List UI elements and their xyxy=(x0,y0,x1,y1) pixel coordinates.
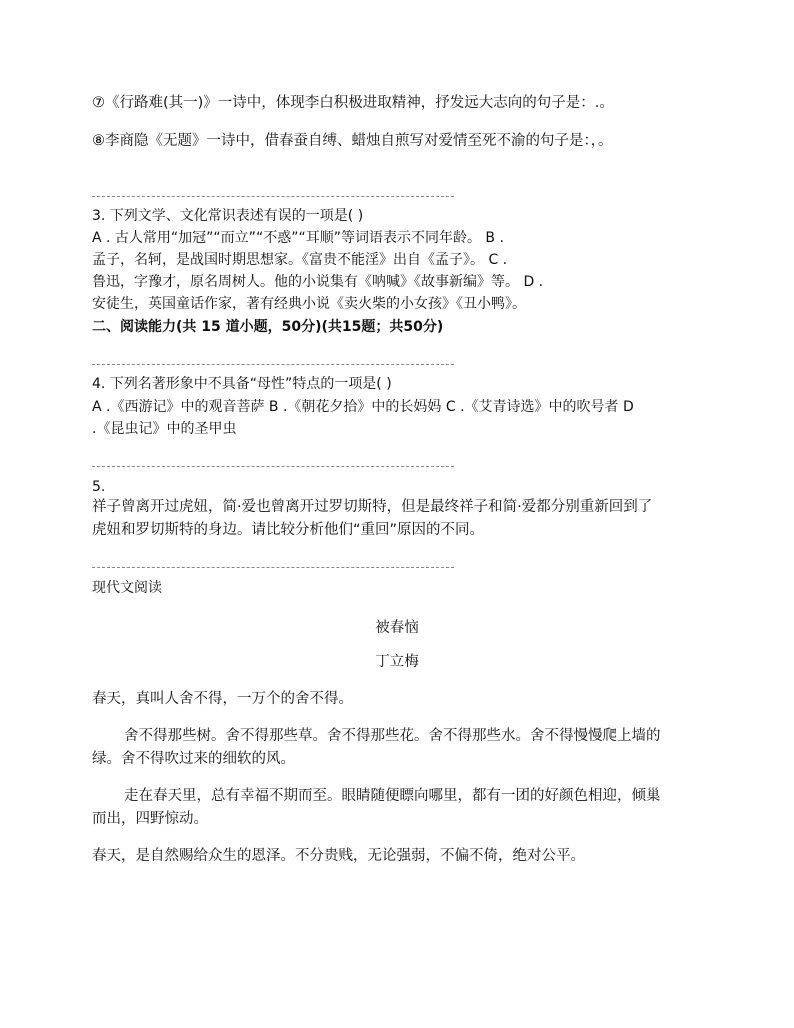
question-8: ⑧李商隐《无题》一诗中，借春蚕自缚、蜡烛自煎写对爱情至死不渝的句子是：，。 xyxy=(92,133,613,149)
paragraph-2-line-1: 舍不得那些树。舍不得那些草。舍不得那些花。舍不得那些水。舍不得慢慢爬上墙的 xyxy=(124,728,661,744)
separator xyxy=(92,466,454,467)
paragraph-2-line-2: 绿。舍不得吹过来的细软的风。 xyxy=(92,751,295,767)
question-4-stem: 4. 下列名著形象中不具备“母性”特点的一项是( ) xyxy=(92,376,392,392)
question-5-line-2: 虎妞和罗切斯特的身边。请比较分析他们“重回”原因的不同。 xyxy=(92,522,485,538)
question-5-number: 5. xyxy=(92,479,106,495)
question-4-line-2: .《昆虫记》中的圣甲虫 xyxy=(92,421,237,437)
question-7: ⑦《行路难(其一)》一诗中，体现李白积极进取精神，抒发远大志向的句子是：.。 xyxy=(92,95,614,111)
question-4-line-1: A .《西游记》中的观音菩萨 B .《朝花夕拾》中的长妈妈 C .《艾青诗选》中的吹号者 D xyxy=(92,399,634,415)
question-3-line-2: 孟子，名轲，是战国时期思想家。《富贵不能淫》出自《孟子》。 C . xyxy=(92,252,508,268)
article-title: 被春恼 xyxy=(375,620,419,636)
section-2-heading: 二、阅读能力(共 15 道小题，50分)(共15题；共50分) xyxy=(92,319,444,335)
question-3-line-1: A . 古人常用“加冠”“而立”“不惑”“耳顺”等词语表示不同年龄。 B . xyxy=(92,230,504,246)
paragraph-3-line-2: 而出，四野惊动。 xyxy=(92,811,208,827)
paragraph-3-line-1: 走在春天里，总有幸福不期而至。眼睛随便瞟向哪里，都有一团的好颜色相迎，倾巢 xyxy=(124,788,661,804)
separator xyxy=(92,364,454,365)
question-3-line-3: 鲁迅，字豫才，原名周树人。他的小说集有《呐喊》《故事新编》等。 D . xyxy=(92,274,544,290)
question-5-line-1: 祥子曾离开过虎妞，简·爱也曾离开过罗切斯特，但是最终祥子和简·爱都分别重新回到了 xyxy=(92,499,653,515)
question-3-line-4: 安徒生，英国童话作家，著有经典小说《卖火柴的小女孩》《丑小鸭》。 xyxy=(92,296,526,312)
article-author: 丁立梅 xyxy=(375,654,419,670)
separator xyxy=(92,567,454,568)
question-3-stem: 3. 下列文学、文化常识表述有误的一项是( ) xyxy=(92,208,364,224)
paragraph-4: 春天，是自然赐给众生的恩泽。不分贵贱，无论强弱，不偏不倚，绝对公平。 xyxy=(92,848,585,864)
reading-heading: 现代文阅读 xyxy=(92,580,162,596)
separator xyxy=(92,196,454,197)
paragraph-1: 春天，真叫人舍不得，一万个的舍不得。 xyxy=(92,691,353,707)
